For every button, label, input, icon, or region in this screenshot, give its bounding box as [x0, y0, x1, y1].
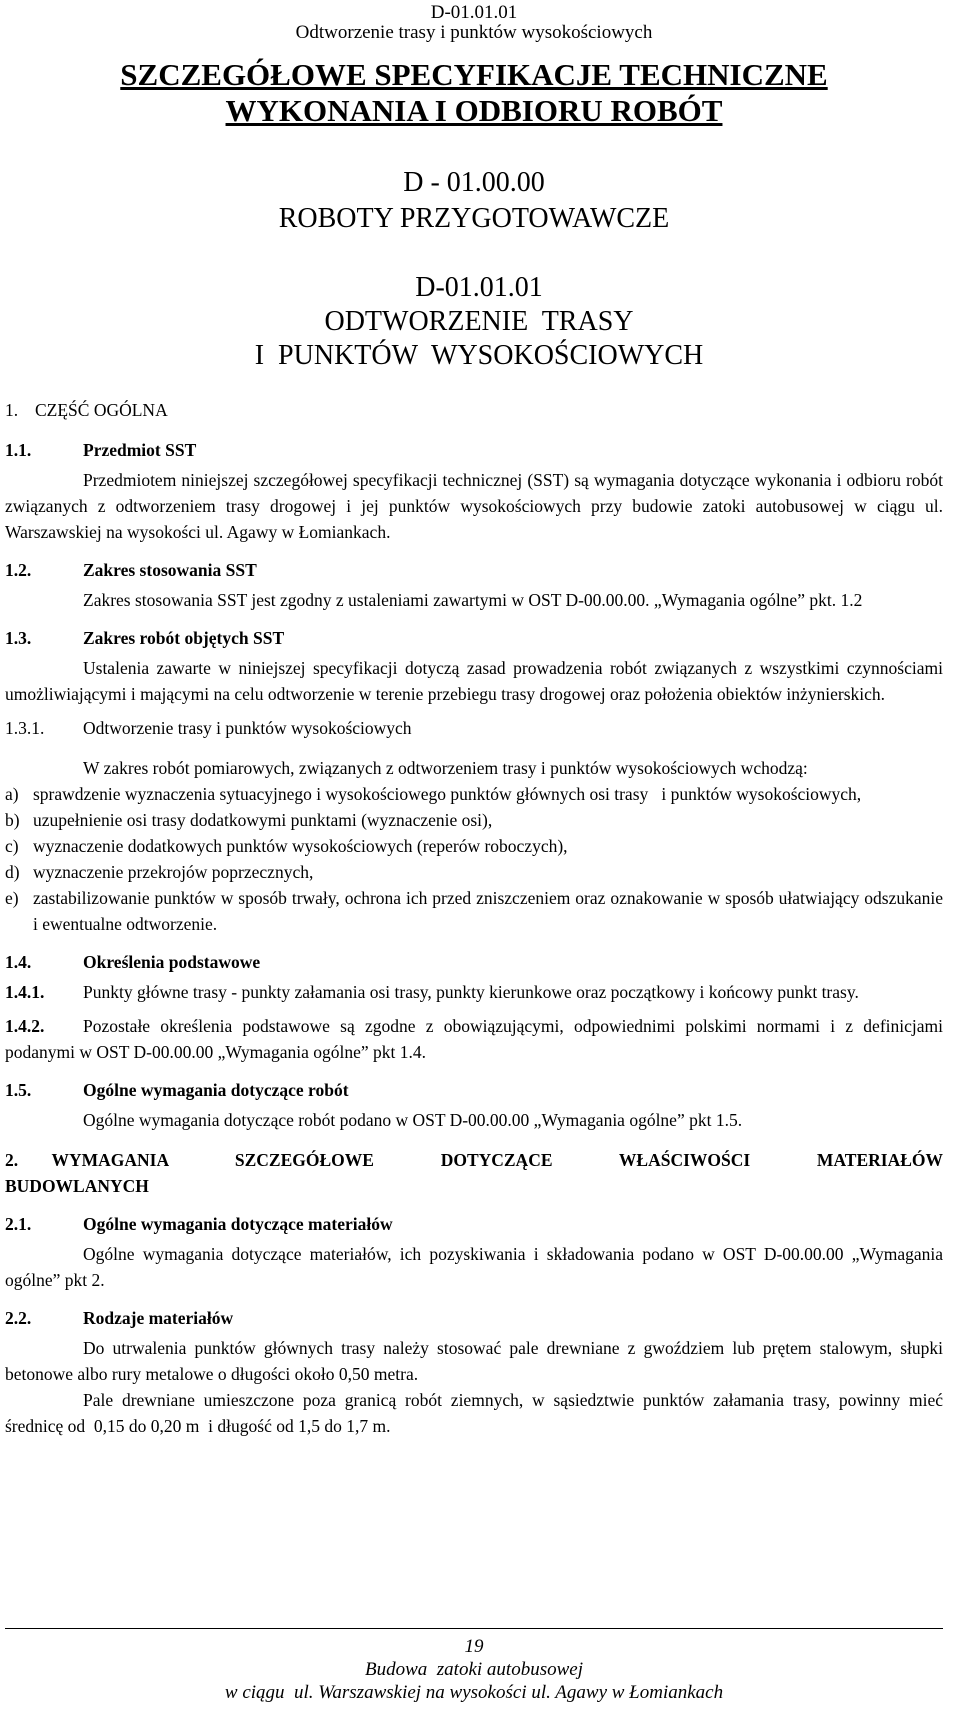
section-title: WYMAGANIA SZCZEGÓŁOWE DOTYCZĄCE WŁAŚCIWOŚCI MATERIAŁÓW: [51, 1150, 944, 1170]
section-number: 1.5.: [5, 1080, 32, 1100]
section-2-title-line-2: BUDOWLANYCH: [5, 1176, 149, 1196]
section-title: CZĘŚĆ OGÓLNA: [35, 400, 168, 420]
section-1-2-text: Zakres stosowania SST jest zgodny z ustaleniami zawartymi w OST D-00.00.00. „Wymagania ogólne” pkt. 1.2: [83, 590, 863, 610]
section-title: Rodzaje materiałów: [83, 1308, 234, 1328]
list-item-text: wyznaczenie przekrojów poprzecznych,: [33, 862, 314, 882]
section-1-3-heading: [5, 625, 943, 651]
section-title: Określenia podstawowe: [83, 952, 261, 972]
section-number: 2.: [5, 1150, 19, 1170]
list-item-label: a): [5, 784, 19, 804]
section-number: 1.4.2.: [5, 1016, 45, 1036]
section-1-3-text: Ustalenia zawarte w niniejszej specyfikacji dotyczą zasad prowadzenia robót związanych z wszystkimi czynnościami umożliwiającymi i mającymi na celu odtworzenie w terenie przebiegu trasy drogowej oraz położenia obiektów inżynierskich.: [5, 658, 943, 704]
page-number: 19: [464, 1636, 484, 1657]
section-1-5-text: Ogólne wymagania dotyczące robót podano w OST D-00.00.00 „Wymagania ogólne” pkt 1.5.: [83, 1110, 743, 1130]
section-title: Zakres stosowania SST: [83, 560, 257, 580]
section-2-2-heading: [5, 1305, 943, 1331]
section-number: 1.3.: [5, 628, 32, 648]
running-header: [5, 0, 943, 43]
list-item-label: e): [5, 888, 19, 908]
section-number: 1.2.: [5, 560, 32, 580]
section-number: 1.3.1.: [5, 718, 45, 738]
footer-line-2: w ciągu ul. Warszawskiej na wysokości ul. Agawy w Łomiankach: [224, 1682, 724, 1703]
section-1-4-2: [5, 1013, 943, 1065]
section-2-1-text: Ogólne wymagania dotyczące materiałów, ich pozyskiwania i składowania podano w OST D-00.00.00 „Wymagania ogólne” pkt 2.: [5, 1244, 943, 1290]
section-title: Zakres robót objętych SST: [83, 628, 285, 648]
section-1-1-heading: [5, 437, 943, 463]
section-text: Punkty główne trasy - punkty załamania osi trasy, punkty kierunkowe oraz początkowy i końcowy punkt trasy.: [83, 982, 859, 1002]
section-title: Ogólne wymagania dotyczące materiałów: [83, 1214, 393, 1234]
list-item-text: sprawdzenie wyznaczenia sytuacyjnego i wysokościowego punktów głównych osi trasy i punktów wysokościowych,: [33, 784, 862, 804]
section-text: Pozostałe określenia podstawowe są zgodne z obowiązującymi, odpowiednimi polskimi normami i z definicjami podanymi w OST D-00.00.00 „Wymagania ogólne” pkt 1.4.: [5, 1016, 943, 1062]
group-heading: [5, 165, 943, 237]
list-item-label: c): [5, 836, 19, 856]
section-number: 2.2.: [5, 1308, 32, 1328]
list-item: [5, 833, 943, 859]
group-name: ROBOTY PRZYGOTOWAWCZE: [278, 203, 670, 234]
list-item-text: zastabilizowanie punktów w sposób trwały, ochrona ich przed zniszczeniem oraz oznakowanie w sposób ułatwiający odszukanie i ewentualne odtworzenie.: [33, 888, 943, 934]
section-1-3-1-heading: [5, 715, 943, 741]
title-line-2: WYKONANIA I ODBIORU ROBÓT: [225, 93, 723, 128]
spec-code: D-01.01.01: [415, 272, 543, 303]
section-1-2-heading: [5, 557, 943, 583]
document-title: [5, 57, 943, 129]
section-1-4-heading: [5, 949, 943, 975]
section-number: 1.: [5, 400, 19, 420]
header-subtitle: Odtworzenie trasy i punktów wysokościowych: [295, 22, 653, 43]
spec-name-2: I PUNKTÓW WYSOKOŚCIOWYCH: [254, 340, 704, 371]
section-2-2-paragraph-2: Pale drewniane umieszczone poza granicą robót ziemnych, w sąsiedztwie punktów załamania trasy, powinny mieć średnicę od 0,15 do 0,20 m i długość od 1,5 do 1,7 m.: [5, 1390, 948, 1436]
list-item: [5, 807, 943, 833]
list-item: [5, 859, 943, 885]
section-1-4-1: [5, 979, 943, 1005]
spec-heading: [5, 271, 943, 373]
works-list: [5, 781, 943, 937]
section-1-1-text: Przedmiotem niniejszej szczegółowej specyfikacji technicznej (SST) są wymagania dotyczące wykonania i odbioru robót związanych z odtworzeniem trasy drogowej i jej punktów wysokościowych przy budowie zatoki autobusowej w ciągu ul. Warszawskiej na wysokości ul. Agawy w Łomiankach.: [5, 470, 943, 542]
section-number: 1.4.1.: [5, 982, 45, 1002]
section-title: Odtworzenie trasy i punktów wysokościowych: [83, 718, 412, 738]
section-title: Przedmiot SST: [83, 440, 197, 460]
section-1-5-heading: [5, 1077, 943, 1103]
header-code: D-01.01.01: [430, 2, 518, 23]
spec-name-1: ODTWORZENIE TRASY: [324, 306, 634, 337]
section-number: 1.4.: [5, 952, 32, 972]
group-code: D - 01.00.00: [403, 167, 545, 198]
section-number: 1.1.: [5, 440, 32, 460]
footer-line-1: Budowa zatoki autobusowej: [365, 1659, 583, 1680]
list-item: [5, 781, 943, 807]
section-2-title-line-1: [5, 1147, 943, 1173]
list-item-text: wyznaczenie dodatkowych punktów wysokościowych (reperów roboczych),: [33, 836, 568, 856]
section-1-3-1-intro: W zakres robót pomiarowych, związanych z odtworzeniem trasy i punktów wysokościowych wchodzą:: [83, 758, 808, 778]
section-2-heading: [5, 1147, 943, 1199]
document-page: [5, 0, 948, 1439]
section-title: Ogólne wymagania dotyczące robót: [83, 1080, 349, 1100]
list-item-label: b): [5, 810, 20, 830]
list-item: [5, 885, 943, 937]
section-number: 2.1.: [5, 1214, 32, 1234]
list-item-text: uzupełnienie osi trasy dodatkowymi punktami (wyznaczenie osi),: [33, 810, 493, 830]
section-1-heading: [5, 397, 943, 423]
title-line-1: SZCZEGÓŁOWE SPECYFIKACJE TECHNICZNE: [120, 57, 828, 92]
list-item-label: d): [5, 862, 20, 882]
section-2-2-paragraph-1: Do utrwalenia punktów głównych trasy należy stosować pale drewniane z gwoździem lub prętem stalowym, słupki betonowe albo rury metalowe o długości około 0,50 metra.: [5, 1338, 943, 1384]
section-2-1-heading: [5, 1211, 943, 1237]
page-footer: [5, 1628, 943, 1704]
